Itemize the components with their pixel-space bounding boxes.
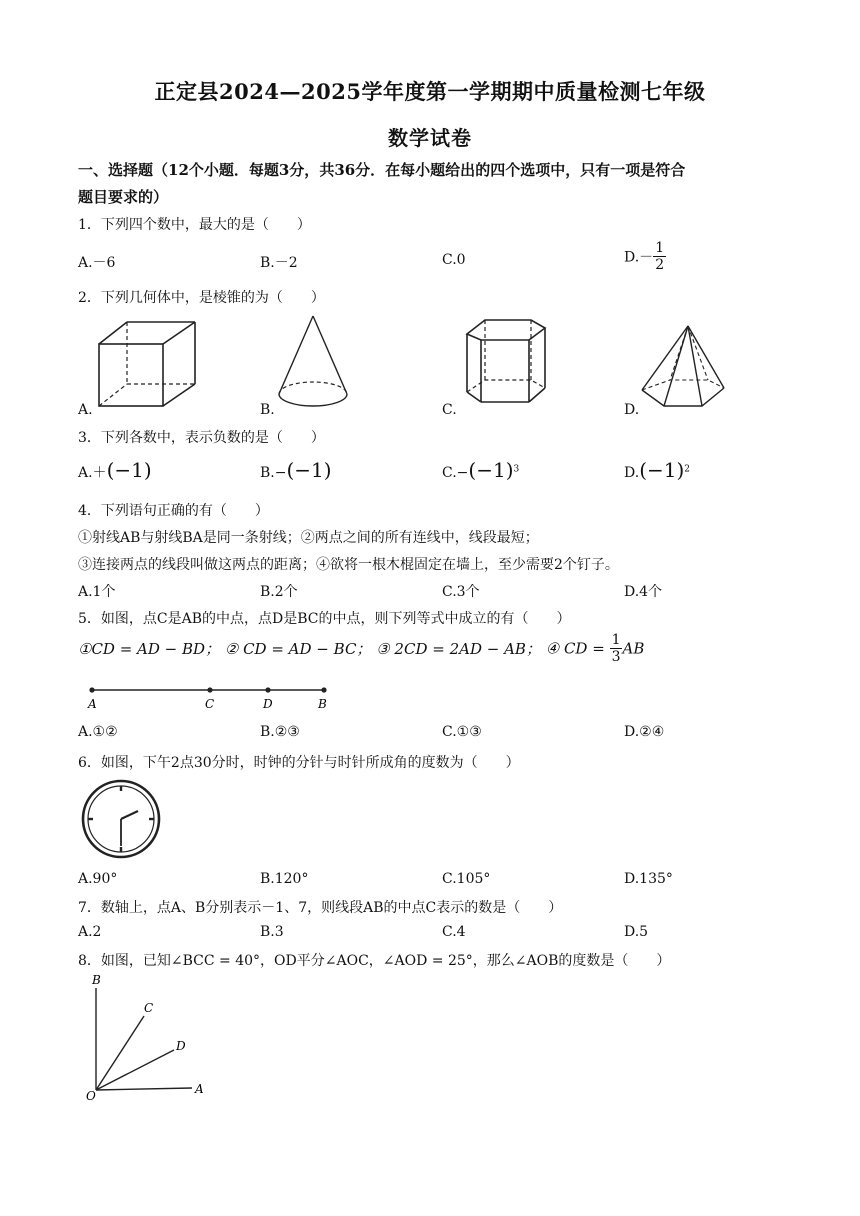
q5-equation-1: ①CD = AD − BD； <box>78 640 221 658</box>
q1-option-b: B.－2 <box>260 255 298 271</box>
q5-equation-4-prefix: ④ CD = <box>545 639 610 658</box>
q3-b-expression: (−1) <box>286 458 332 482</box>
fraction-denominator: 2 <box>655 257 665 273</box>
page-title: 正定县2024—2025学年度第一学期期中质量检测七年级 <box>154 79 706 104</box>
clock-figure <box>80 778 162 860</box>
ray-label-d: D <box>176 1039 186 1053</box>
q2-option-b: B. <box>260 402 275 418</box>
q3-c-expression: (−1) <box>468 458 514 482</box>
q3-stem: 3．下列各数中，表示负数的是（ ） <box>78 430 325 446</box>
q4-statement-line2: ③连接两点的线段叫做这两点的距离；④欲将一根木棍固定在墙上，至少需要2个钉子。 <box>78 557 619 573</box>
q3-option-c <box>442 458 519 482</box>
q4-option-d: D.4个 <box>624 584 663 600</box>
q1-option-d-fraction <box>653 240 666 273</box>
page-subtitle: 数学试卷 <box>388 126 472 150</box>
ray-label-c: C <box>144 1001 154 1015</box>
fraction-denominator: 3 <box>611 649 621 665</box>
q1-option-d <box>624 240 666 273</box>
q5-equation-4-suffix: AB <box>622 639 645 658</box>
point-label-c: C <box>205 697 215 711</box>
q3-d-prefix: D. <box>624 465 640 481</box>
q7-option-b: B.3 <box>260 924 284 940</box>
q5-equation-4-fraction <box>610 632 623 665</box>
q4-statement-line1: ①射线AB与射线BA是同一条射线；②两点之间的所有连线中，线段最短； <box>78 530 539 546</box>
q2-option-a: A. <box>78 402 93 418</box>
q3-a-prefix: A.＋ <box>78 465 107 481</box>
q3-d-expression: (−1) <box>639 458 685 482</box>
q2-option-c: C. <box>442 402 457 418</box>
segment-figure <box>84 682 344 712</box>
q1-option-d-prefix: D.－ <box>624 249 654 266</box>
q5-equations <box>78 632 644 665</box>
ray-label-b: B <box>92 973 101 987</box>
q3-b-prefix: B.− <box>260 465 287 481</box>
q5-equation-2: ② CD = AD − BC； <box>224 640 372 658</box>
q3-a-expression: (−1) <box>106 458 152 482</box>
q7-option-d: D.5 <box>624 924 649 940</box>
q6-option-d: D.135° <box>624 871 673 887</box>
q7-option-c: C.4 <box>442 924 466 940</box>
q6-option-a: A.90° <box>78 871 118 887</box>
q4-option-c: C.3个 <box>442 584 480 600</box>
q5-option-b: B.②③ <box>260 724 300 740</box>
q5-equation-3: ③ 2CD = 2AD − AB； <box>376 640 541 658</box>
point-label-b: B <box>318 697 327 711</box>
q4-option-a: A.1个 <box>78 584 116 600</box>
q1-option-c: C.0 <box>442 252 466 268</box>
q3-option-a <box>78 458 152 482</box>
q3-option-d <box>624 458 690 482</box>
q6-stem: 6．如图，下午2点30分时，时钟的分针与时针所成角的度数为（ ） <box>78 755 520 771</box>
point-label-d: D <box>263 697 273 711</box>
q3-option-b <box>260 458 332 482</box>
q5-option-d: D.②④ <box>624 724 665 740</box>
fraction-numerator: 1 <box>655 240 665 256</box>
q5-option-c: C.①③ <box>442 724 482 740</box>
q3-d-exponent: 2 <box>684 464 691 475</box>
q7-stem: 7．数轴上，点A、B分别表示－1、7，则线段AB的中点C表示的数是（ ） <box>78 900 563 916</box>
q6-option-c: C.105° <box>442 871 491 887</box>
cube-figure <box>95 318 205 410</box>
section-heading <box>78 157 798 211</box>
q6-option-b: B.120° <box>260 871 309 887</box>
hexagonal-prism-figure <box>455 314 555 414</box>
point-label-a: A <box>88 697 97 711</box>
vertex-label-o: O <box>86 1089 96 1102</box>
q2-option-d: D. <box>624 402 640 418</box>
q5-option-a: A.①② <box>78 724 118 740</box>
q2-stem: 2．下列几何体中，是棱锥的为（ ） <box>78 290 325 306</box>
q3-c-exponent: 3 <box>513 464 520 475</box>
cone-figure <box>270 312 356 412</box>
q7-option-a: A.2 <box>78 924 102 940</box>
q4-option-b: B.2个 <box>260 584 298 600</box>
pyramid-figure <box>638 322 728 414</box>
section-heading-line1: 一、选择题（12个小题．每题3分，共36分．在每小题给出的四个选项中，只有一项是符合 <box>78 161 686 179</box>
angle-figure <box>82 970 222 1102</box>
q8-stem: 8．如图，已知∠BCC = 40°，OD平分∠AOC，∠AOD = 25°，那么∠AOB的度数是（ ） <box>78 953 671 969</box>
q3-c-prefix: C.− <box>442 465 469 481</box>
ray-label-a: A <box>195 1082 204 1096</box>
q1-stem: 1．下列四个数中，最大的是（ ） <box>78 217 311 233</box>
fraction-numerator: 1 <box>611 632 621 648</box>
q5-stem: 5．如图，点C是AB的中点，点D是BC的中点，则下列等式中成立的有（ ） <box>78 611 571 627</box>
section-heading-line2: 题目要求的） <box>78 188 169 206</box>
q4-stem: 4．下列语句正确的有（ ） <box>78 503 269 519</box>
q1-option-a: A.－6 <box>78 255 116 271</box>
